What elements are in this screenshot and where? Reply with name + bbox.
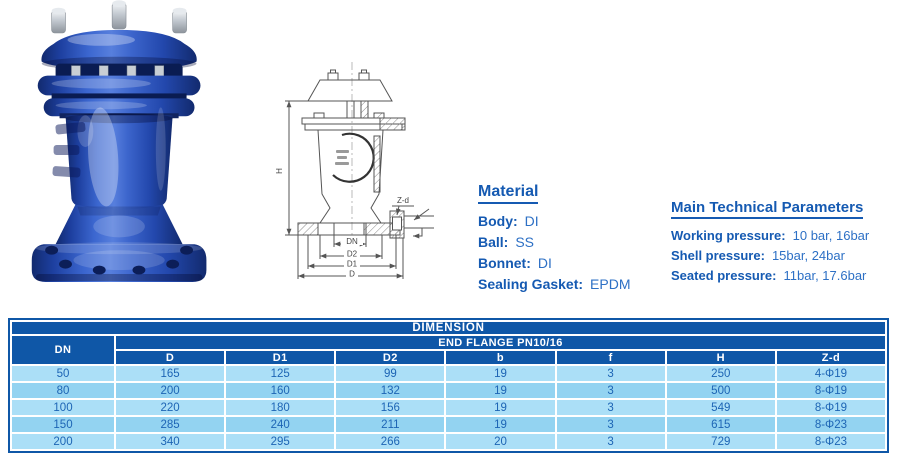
value-cell: 4-Φ19: [776, 365, 886, 382]
column-header-d2: D2: [335, 350, 445, 365]
valve-body: [52, 106, 172, 210]
value-cell: 266: [335, 433, 445, 450]
shell-pressure: [671, 246, 869, 266]
dn-cell: 200: [11, 433, 115, 450]
table-group-row: [11, 335, 886, 350]
value-cell: 8-Φ19: [776, 399, 886, 416]
value-cell: 3: [556, 416, 666, 433]
seated-pressure-value: 11bar, 17.6bar: [783, 268, 867, 283]
drawing-body: [318, 130, 383, 223]
value-cell: 615: [666, 416, 776, 433]
label-D1: D1: [346, 259, 358, 269]
material-ball-label: Ball:: [478, 234, 509, 250]
table-row: [11, 416, 886, 433]
dn-cell: 100: [11, 399, 115, 416]
dn-cell: 150: [11, 416, 115, 433]
bottom-flange: [32, 242, 207, 282]
table-title-row: [11, 321, 886, 335]
value-cell: 19: [445, 399, 555, 416]
material-gasket-value: EPDM: [590, 276, 631, 292]
drawing-marks: [335, 150, 349, 165]
column-header-f: f: [556, 350, 666, 365]
column-header-b: b: [445, 350, 555, 365]
table-row: [11, 433, 886, 450]
value-cell: 19: [445, 416, 555, 433]
value-cell: 500: [666, 382, 776, 399]
column-header-d: D: [115, 350, 225, 365]
value-cell: 99: [335, 365, 445, 382]
material-ball: [478, 232, 631, 253]
value-cell: 285: [115, 416, 225, 433]
value-cell: 3: [556, 365, 666, 382]
working-pressure: [671, 226, 869, 246]
valve-neck: [56, 205, 183, 245]
label-DN: DN: [346, 237, 358, 246]
column-header-zd: Z-d: [776, 350, 886, 365]
column-header-d1: D1: [225, 350, 335, 365]
dn-cell: 50: [11, 365, 115, 382]
value-cell: 250: [666, 365, 776, 382]
table-subheader-row: [11, 350, 886, 365]
material-gasket-label: Sealing Gasket:: [478, 276, 584, 292]
material-gasket: [478, 274, 631, 295]
value-cell: 165: [115, 365, 225, 382]
material-body-label: Body:: [478, 213, 518, 229]
table-row: [11, 365, 886, 382]
technical-drawing: [262, 56, 474, 298]
drawing-cowl: [308, 70, 392, 118]
dimension-table-wrap: [8, 318, 889, 453]
material-bonnet-value: DI: [537, 255, 552, 271]
shell-pressure-label: Shell pressure:: [671, 248, 765, 263]
table-body: [11, 365, 886, 450]
value-cell: 3: [556, 433, 666, 450]
value-cell: 125: [225, 365, 335, 382]
value-cell: 729: [666, 433, 776, 450]
value-cell: 295: [225, 433, 335, 450]
valve-rings: [38, 64, 201, 119]
value-cell: 200: [115, 382, 225, 399]
label-D2: D2: [346, 249, 358, 259]
drawing-side-flange: [390, 209, 434, 238]
dn-cell: 80: [11, 382, 115, 399]
material-bonnet: [478, 253, 631, 274]
drawing-bottom-flange: [298, 223, 400, 235]
label-D: D: [349, 269, 355, 279]
value-cell: 220: [115, 399, 225, 416]
value-cell: 180: [225, 399, 335, 416]
value-cell: 8-Φ23: [776, 416, 886, 433]
end-flange-header: END FLANGE PN10/16: [115, 335, 886, 350]
working-pressure-value: 10 bar, 16bar: [792, 228, 870, 243]
material-body-value: DI: [524, 213, 539, 229]
value-cell: 549: [666, 399, 776, 416]
seated-pressure: [671, 266, 869, 286]
material-ball-value: SS: [515, 234, 535, 250]
value-cell: 240: [225, 416, 335, 433]
column-header-h: H: [666, 350, 776, 365]
value-cell: 156: [335, 399, 445, 416]
table-row: [11, 399, 886, 416]
working-pressure-label: Working pressure:: [671, 228, 786, 243]
value-cell: 211: [335, 416, 445, 433]
shell-pressure-value: 15bar, 24bar: [771, 248, 845, 263]
value-cell: 3: [556, 399, 666, 416]
value-cell: 340: [115, 433, 225, 450]
dn-header: DN: [11, 335, 115, 365]
material-section: [478, 183, 631, 295]
top-bolts-icon: [52, 0, 187, 33]
label-Zd: Z-d: [397, 196, 409, 205]
value-cell: 3: [556, 382, 666, 399]
value-cell: 8-Φ23: [776, 433, 886, 450]
table-row: [11, 382, 886, 399]
product-photo: [2, 0, 260, 298]
value-cell: 132: [335, 382, 445, 399]
value-cell: 20: [445, 433, 555, 450]
table-title: DIMENSION: [11, 321, 886, 335]
material-title: Material: [478, 183, 538, 204]
value-cell: 19: [445, 365, 555, 382]
value-cell: 8-Φ19: [776, 382, 886, 399]
seated-pressure-label: Seated pressure:: [671, 268, 777, 283]
value-cell: 19: [445, 382, 555, 399]
value-cell: 160: [225, 382, 335, 399]
dim-H: [285, 101, 308, 235]
parameters-title: Main Technical Parameters: [671, 199, 863, 219]
label-H: H: [275, 168, 284, 174]
dimension-table: [10, 320, 887, 451]
material-bonnet-label: Bonnet:: [478, 255, 531, 271]
material-body: [478, 211, 631, 232]
parameters-section: [671, 199, 869, 286]
